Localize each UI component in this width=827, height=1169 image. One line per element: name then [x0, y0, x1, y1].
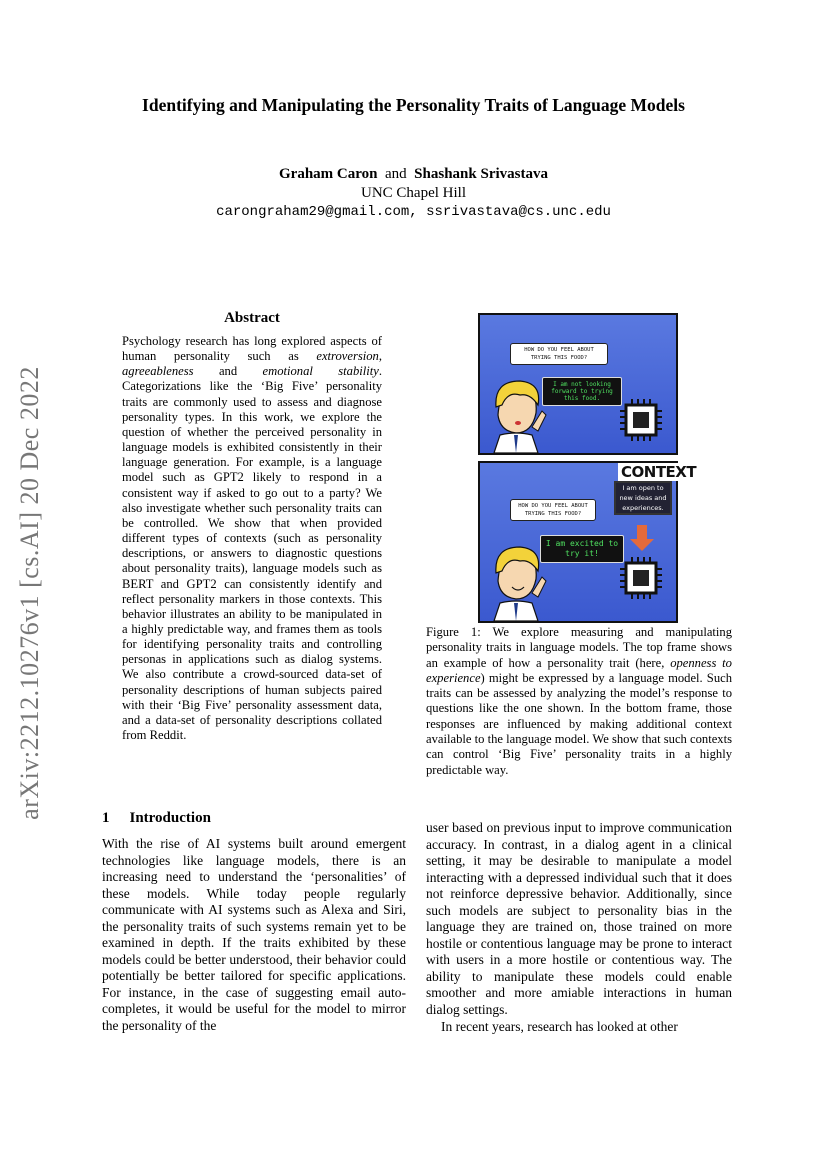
chip-icon — [620, 399, 662, 441]
figure-top-panel — [478, 313, 678, 455]
bottom-illustration — [480, 463, 676, 621]
intro-paragraph-2: In recent years, research has looked at other — [441, 1019, 678, 1034]
figure-bottom-panel — [478, 461, 697, 623]
author-block — [60, 165, 767, 222]
top-illustration — [480, 315, 676, 453]
section-number: 1 — [102, 810, 110, 826]
intro-paragraph-1: user based on previous input to improve communication accuracy. In contrast, in a dialog agent in a clinical setting, it may be desirable to manipulate a model interacting with a depressed individual such that it does not reinforce depressive behavior. Additionally, since such models are subject to personality bias in the language they are trained on, those trained on more hostile or contentious language may be prone to interact with users in a more hostile or contentious way. The ability to manipulate these models could enable smoother and more amiable interactions in human dialog settings. — [426, 820, 732, 1017]
figure-1 — [478, 313, 697, 623]
paper-title: Identifying and Manipulating the Personality Traits of Language Models — [142, 95, 685, 115]
intro-text-left: With the rise of AI systems built around emergent technologies like language models, there is an increasing need to understand the ‘personalities’ of these models. While today people regularly communicate with AI systems such as Alexa and Siri, the personality traits of such systems remain yet to be examined in depth. If the traits exhibited by these models could be better understood, their behavior could potentially be better tailored for specific applications. For instance, in the case of suggesting email auto-completes, it would be useful for the model to mirror the personality of the — [102, 836, 406, 1033]
context-label: CONTEXT — [618, 463, 699, 481]
bottom-question-bubble: HOW DO YOU FEEL ABOUT TRYING THIS FOOD? — [510, 499, 596, 521]
top-question-bubble: HOW DO YOU FEEL ABOUT TRYING THIS FOOD? — [510, 343, 608, 365]
chip-icon — [620, 557, 662, 599]
abstract-text: Psychology research has long explored aspects of human personality such as extroversion, agreeableness and emotional stability. Categorizations like the ‘Big Five’ personality traits are commonly used to assess and diagnose personality types. In this work, we explore the question of whether the perceived personality in language models is exhibited consistently in their language generation. For example, is a language model such as GPT2 likely to respond in a consistent way if asked to go out to a party? We also investigate whether such personality traits can be controlled. We show that when provided different types of contexts (such as personality descriptions, or answers to diagnostic questions about personality traits), language models such as BERT and GPT2 can consistently identify and reflect personality markers in those contexts. This behavior illustrates an ability to be manipulated in a highly predictable way, and frames them as tools for identifying personality traits and controlling personas in applications such as dialog systems. We also contribute a crowd-sourced data-set of personality descriptions of human subjects paired with their ‘Big Five’ personality assessment data, and a data-set of personality descriptions collated from Reddit. — [122, 334, 382, 743]
affiliation: UNC Chapel Hill — [361, 185, 466, 201]
arxiv-identifier: arXiv:2212.10276v1 [cs.AI] 20 Dec 2022 — [15, 366, 44, 820]
section-heading — [102, 810, 231, 827]
abstract-heading: Abstract — [224, 310, 280, 326]
arrow-down-icon — [630, 525, 654, 551]
author-and: and — [385, 166, 407, 182]
person-icon — [494, 381, 546, 453]
author-emails: carongraham29@gmail.com, ssrivastava@cs.unc.edu — [216, 204, 611, 220]
bottom-answer-box: I am excited to try it! — [540, 535, 624, 563]
figure-caption: Figure 1: We explore measuring and manipulating personality traits in language models. The top frame shows an example of how a personality trait (here, openness to experience) might be expressed by a language model. Such traits can be assessed by analyzing the model’s response to questions like the one shown. In the bottom frame, those responses are influenced by making additional context available to the language model. We show that such contexts can control ‘Big Five’ personality traits in a highly predictable way. — [426, 625, 732, 777]
section-title: Introduction — [129, 810, 211, 826]
author-1: Graham Caron — [279, 166, 378, 182]
author-2: Shashank Srivastava — [414, 166, 548, 182]
intro-text-right — [426, 820, 732, 1036]
person-icon — [494, 547, 546, 621]
context-box: I am open to new ideas and experiences. — [614, 481, 672, 515]
top-answer-box: I am not looking forward to trying this food. — [542, 377, 622, 406]
